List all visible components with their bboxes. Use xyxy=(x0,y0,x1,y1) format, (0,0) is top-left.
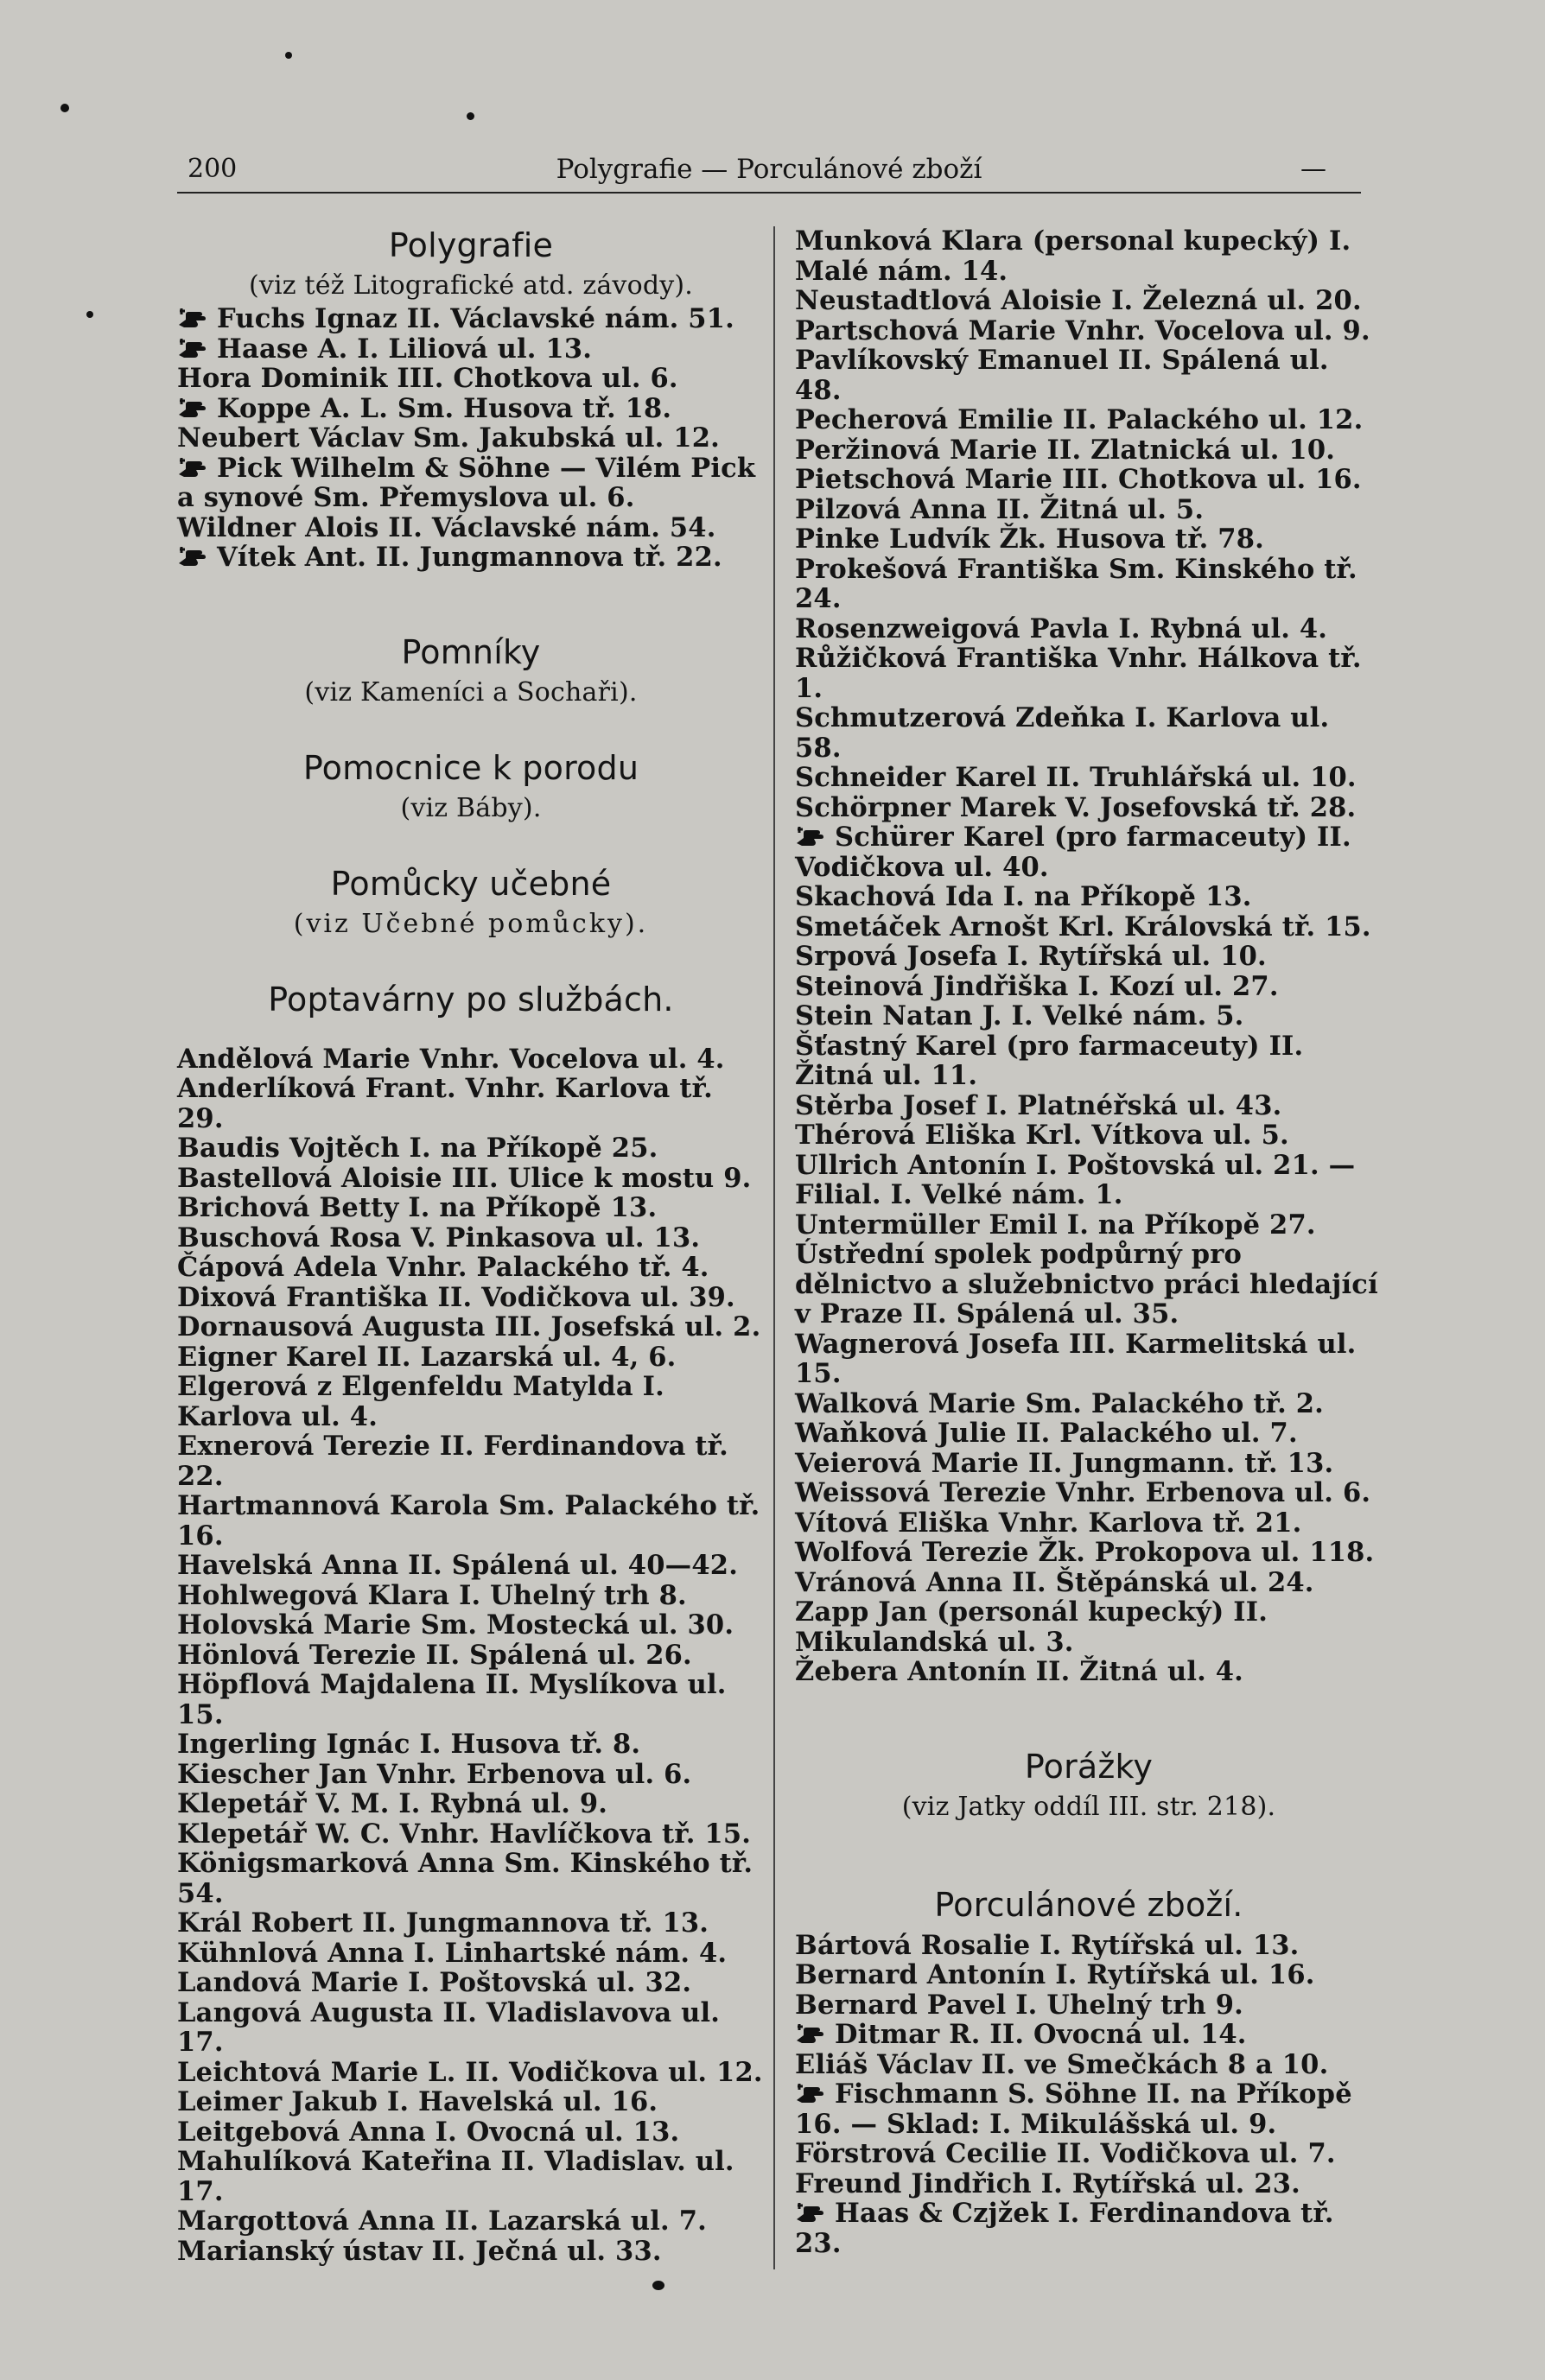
list-item xyxy=(795,942,1383,972)
list-item xyxy=(795,1931,1383,1961)
list-item xyxy=(177,2058,765,2088)
list-item xyxy=(795,226,1383,286)
list-item-text: Skachová Ida I. na Příkopě 13. xyxy=(795,881,1252,912)
list-item-text: Eigner Karel II. Lazarská ul. 4, 6. xyxy=(177,1341,677,1373)
list-item-text: Brichová Betty I. na Příkopě 13. xyxy=(177,1192,658,1223)
list-item xyxy=(795,2199,1383,2258)
list-item xyxy=(795,1597,1383,1657)
list-item-text: Schmutzerová Zdeňka I. Karlova ul. 58. xyxy=(795,702,1330,764)
list-item-text: Vítová Eliška Vnhr. Karlova tř. 21. xyxy=(795,1507,1302,1539)
list-item xyxy=(795,882,1383,912)
list-item-text: Förstrová Cecilie II. Vodičkova ul. 7. xyxy=(795,2138,1336,2169)
list-item xyxy=(177,1908,765,1939)
list-item xyxy=(177,1074,765,1133)
list-item-text: Baudis Vojtěch I. na Příkopě 25. xyxy=(177,1133,658,1164)
list-item-text: Klepetář V. M. I. Rybná ul. 9. xyxy=(177,1788,608,1819)
list-item xyxy=(177,423,765,454)
pointing-hand-icon xyxy=(795,825,824,847)
entry-list-poptavarny xyxy=(177,1044,765,2267)
list-item-text: Freund Jindřich I. Rytířská ul. 23. xyxy=(795,2167,1300,2199)
list-item-text: Schörpner Marek V. Josefovská tř. 28. xyxy=(795,791,1357,823)
list-item xyxy=(177,1610,765,1641)
list-item-text: Schneider Karel II. Truhlářská ul. 10. xyxy=(795,762,1357,793)
section-note-pomniky: (viz Kameníci a Sochaři). xyxy=(304,676,638,708)
list-item-text: Königsmarková Anna Sm. Kinského tř. 54. xyxy=(177,1848,753,1909)
list-item xyxy=(177,1998,765,2058)
list-item-text: Neubert Václav Sm. Jakubská ul. 12. xyxy=(177,422,720,454)
list-item xyxy=(795,1240,1383,1330)
list-item xyxy=(177,1253,765,1283)
list-item-text: Langová Augusta II. Vladislavova ul. 17. xyxy=(177,1996,721,2058)
list-item-text: Höpflová Majdalena II. Myslíkova ul. 15. xyxy=(177,1669,727,1730)
list-item-text: Růžičková Františka Vnhr. Hálkova tř. 1. xyxy=(795,643,1362,704)
list-item xyxy=(795,1478,1383,1508)
list-item xyxy=(795,1418,1383,1449)
scan-speck xyxy=(467,112,474,120)
list-item xyxy=(177,1760,765,1790)
list-item-text: Fuchs Ignaz II. Václavské nám. 51. xyxy=(217,303,734,334)
list-item xyxy=(177,364,765,394)
list-item xyxy=(177,1372,765,1431)
list-item xyxy=(177,1968,765,1998)
list-item-text: Pinke Ludvík Žk. Husova tř. 78. xyxy=(795,524,1264,555)
pointing-hand-icon xyxy=(795,2082,824,2104)
list-item-text: Šťastný Karel (pro farmaceuty) II. Žitná ul. 11. xyxy=(795,1030,1304,1091)
list-item-text: Bernard Pavel I. Uhelný trh 9. xyxy=(795,1989,1243,2021)
list-item xyxy=(177,2206,765,2237)
list-item-text: Klepetář W. C. Vnhr. Havlíčkova tř. 15. xyxy=(177,1818,752,1850)
list-item xyxy=(795,1151,1383,1210)
list-item xyxy=(177,1491,765,1551)
section-note-pomucky: (viz Učebné pomůcky). xyxy=(293,908,649,939)
list-item xyxy=(177,1223,765,1253)
list-item xyxy=(795,495,1383,525)
list-item-text: Hohlwegová Klara I. Uhelný trh 8. xyxy=(177,1579,687,1611)
list-item xyxy=(795,1508,1383,1539)
list-item-text: Elgerová z Elgenfeldu Matylda I. Karlova ul. 4. xyxy=(177,1371,664,1432)
list-item xyxy=(795,1031,1383,1091)
list-item-text: Vítek Ant. II. Jungmannova tř. 22. xyxy=(217,542,722,573)
running-title: Polygrafie — Porculánové zboží xyxy=(556,154,982,185)
section-heading-poptavarny: Poptavárny po službách. xyxy=(268,980,674,1019)
list-item xyxy=(795,644,1383,703)
list-item xyxy=(177,1729,765,1760)
list-item-text: Čápová Adela Vnhr. Palackého tř. 4. xyxy=(177,1252,709,1283)
list-item xyxy=(177,1133,765,1164)
pointing-hand-icon xyxy=(177,456,207,479)
list-item xyxy=(177,2147,765,2206)
list-item xyxy=(795,346,1383,405)
list-item-text: Ústřední spolek podpůrný pro dělnictvo a služebnictvo práci hledající v Praze II. Spálená ul. 35. xyxy=(795,1239,1378,1330)
list-item xyxy=(177,394,765,424)
list-item-text: Dornausová Augusta III. Josefská ul. 2. xyxy=(177,1311,761,1342)
list-item xyxy=(177,334,765,365)
list-item-text: Peržinová Marie II. Zlatnická ul. 10. xyxy=(795,434,1336,466)
list-item-text: Kiescher Jan Vnhr. Erbenova ul. 6. xyxy=(177,1758,692,1790)
list-item-text: Wildner Alois II. Václavské nám. 54. xyxy=(177,511,716,543)
pointing-hand-icon xyxy=(177,397,207,419)
list-item-text: Weissová Terezie Vnhr. Erbenova ul. 6. xyxy=(795,1477,1371,1508)
list-item-text: Anderlíková Frant. Vnhr. Karlova tř. 29. xyxy=(177,1073,713,1134)
list-item xyxy=(177,1193,765,1223)
list-item xyxy=(177,1581,765,1611)
list-item xyxy=(177,1044,765,1075)
list-item-text: Haas & Czjžek I. Ferdinandova tř. 23. xyxy=(795,2198,1334,2259)
pointing-hand-icon xyxy=(795,2201,824,2224)
list-item-text: Pick Wilhelm & Söhne — Vilém Pick a synové Sm. Přemyslova ul. 6. xyxy=(177,452,756,513)
list-item-text: Vránová Anna II. Štěpánská ul. 24. xyxy=(795,1566,1314,1598)
list-item xyxy=(177,1819,765,1850)
list-item-text: Leimer Jakub I. Havelská ul. 16. xyxy=(177,2086,658,2117)
list-item xyxy=(177,1431,765,1491)
section-heading-pomocnice: Pomocnice k porodu xyxy=(302,748,639,787)
list-item xyxy=(177,1849,765,1908)
list-item-text: Srpová Josefa I. Rytířská ul. 10. xyxy=(795,941,1267,972)
list-item-text: Prokešová Františka Sm. Kinského tř. 24. xyxy=(795,553,1357,614)
list-item xyxy=(795,1449,1383,1479)
list-item-text: Smetáček Arnošt Krl. Královská tř. 15. xyxy=(795,911,1371,942)
list-item xyxy=(177,1789,765,1819)
list-item-text: Partschová Marie Vnhr. Vocelova ul. 9. xyxy=(795,314,1370,346)
section-note-polygrafie: (viz též Litografické atd. závody). xyxy=(248,270,694,301)
list-item xyxy=(795,1210,1383,1241)
list-item-text: Fischmann S. Söhne II. na Příkopě 16. — Sklad: I. Mikulášská ul. 9. xyxy=(795,2079,1352,2140)
list-item-text: Walková Marie Sm. Palackého tř. 2. xyxy=(795,1387,1324,1419)
scan-speck xyxy=(285,52,292,59)
list-item-text: Leichtová Marie L. II. Vodičkova ul. 12. xyxy=(177,2056,763,2088)
list-item xyxy=(795,2169,1383,2199)
list-item xyxy=(177,1164,765,1194)
list-item-text: Hönlová Terezie II. Spálená ul. 26. xyxy=(177,1639,692,1671)
list-item xyxy=(795,793,1383,823)
list-item-text: Stěrba Josef I. Platnéřská ul. 43. xyxy=(795,1089,1282,1121)
list-item xyxy=(795,1657,1383,1687)
entry-list-porculanove xyxy=(795,1931,1383,2259)
list-item-text: Žebera Antonín II. Žitná ul. 4. xyxy=(795,1656,1243,1687)
right-column xyxy=(795,226,1383,2258)
list-item xyxy=(795,555,1383,614)
list-item xyxy=(177,543,765,573)
section-heading-pomucky: Pomůcky učebné xyxy=(330,864,612,903)
list-item xyxy=(795,822,1383,882)
list-item-text: Buschová Rosa V. Pinkasova ul. 13. xyxy=(177,1222,701,1253)
page-header xyxy=(177,149,1361,194)
list-item xyxy=(177,2117,765,2148)
list-item-text: Munková Klara (personal kupecký) I. Malé nám. 14. xyxy=(795,225,1351,287)
list-item-text: Bártová Rosalie I. Rytířská ul. 13. xyxy=(795,1929,1300,1961)
section-heading-pomniky: Pomníky xyxy=(401,632,541,671)
pointing-hand-icon xyxy=(177,545,207,568)
list-item xyxy=(177,2237,765,2267)
list-item-text: Untermüller Emil I. na Příkopě 27. xyxy=(795,1209,1316,1241)
list-item-text: Koppe A. L. Sm. Husova tř. 18. xyxy=(217,392,672,424)
list-item-text: Rosenzweigová Pavla I. Rybná ul. 4. xyxy=(795,612,1328,644)
list-item-text: Hora Dominik III. Chotkova ul. 6. xyxy=(177,363,678,394)
list-item-text: Ditmar R. II. Ovocná ul. 14. xyxy=(835,2019,1247,2050)
column-divider xyxy=(773,226,775,2269)
list-item-text: Ullrich Antonín I. Poštovská ul. 21. — Filial. I. Velké nám. 1. xyxy=(795,1149,1356,1210)
list-item xyxy=(795,1091,1383,1121)
list-item-text: Ingerling Ignác I. Husova tř. 8. xyxy=(177,1729,641,1760)
list-item-text: Andělová Marie Vnhr. Vocelova ul. 4. xyxy=(177,1043,725,1075)
scan-speck xyxy=(86,311,93,318)
list-item xyxy=(795,316,1383,346)
entry-list-polygrafie xyxy=(177,304,765,573)
list-item xyxy=(795,435,1383,466)
list-item xyxy=(795,524,1383,555)
list-item-text: Hartmannová Karola Sm. Palackého tř. 16. xyxy=(177,1490,760,1552)
list-item-text: Exnerová Terezie II. Ferdinandova tř. 22. xyxy=(177,1431,728,1492)
list-item-text: Neustadtlová Aloisie I. Železná ul. 20. xyxy=(795,285,1362,316)
list-item-text: Thérová Eliška Krl. Vítkova ul. 5. xyxy=(795,1120,1289,1151)
list-item xyxy=(795,763,1383,793)
list-item xyxy=(177,304,765,334)
list-item-text: Marianský ústav II. Ječná ul. 33. xyxy=(177,2235,662,2267)
list-item xyxy=(795,2020,1383,2050)
list-item-text: Dixová Františka II. Vodičkova ul. 39. xyxy=(177,1281,735,1313)
list-item xyxy=(795,2139,1383,2169)
section-heading-porazky: Porážky xyxy=(1024,1747,1154,1786)
list-item-text: Zapp Jan (personál kupecký) II. Mikulandská ul. 3. xyxy=(795,1596,1268,1658)
section-note-porazky: (viz Jatky oddíl III. str. 218). xyxy=(901,1791,1276,1822)
list-item-text: Landová Marie I. Poštovská ul. 32. xyxy=(177,1967,692,1998)
list-item xyxy=(795,1389,1383,1419)
left-column xyxy=(177,226,765,2266)
list-item xyxy=(177,1939,765,1969)
section-note-pomocnice: (viz Báby). xyxy=(400,792,542,823)
scan-speck xyxy=(652,2281,664,2290)
list-item-text: Haase A. I. Liliová ul. 13. xyxy=(217,333,593,365)
list-item xyxy=(177,2087,765,2117)
section-heading-polygrafie: Polygrafie xyxy=(388,226,554,264)
list-item-text: Pecherová Emilie II. Palackého ul. 12. xyxy=(795,404,1364,435)
list-item-text: Bernard Antonín I. Rytířská ul. 16. xyxy=(795,1959,1315,1990)
list-item xyxy=(795,465,1383,495)
list-item xyxy=(177,454,765,513)
section-heading-porculanove: Porculánové zboží. xyxy=(934,1885,1243,1924)
list-item-text: Wolfová Terezie Žk. Prokopova ul. 118. xyxy=(795,1537,1375,1568)
scan-speck xyxy=(60,104,69,112)
list-item xyxy=(795,912,1383,942)
list-item-text: Schürer Karel (pro farmaceuty) II. Vodičkova ul. 40. xyxy=(795,822,1351,883)
list-item xyxy=(795,405,1383,435)
list-item-text: Margottová Anna II. Lazarská ul. 7. xyxy=(177,2205,707,2237)
list-item-text: Bastellová Aloisie III. Ulice k mostu 9. xyxy=(177,1162,752,1194)
list-item xyxy=(177,1283,765,1313)
list-item xyxy=(177,1641,765,1671)
entry-list-poptavarny-continued xyxy=(795,226,1383,1687)
list-item-text: Pavlíkovský Emanuel II. Spálená ul. 48. xyxy=(795,345,1329,406)
list-item-text: Král Robert II. Jungmannova tř. 13. xyxy=(177,1907,709,1939)
list-item xyxy=(795,286,1383,316)
list-item xyxy=(177,1551,765,1581)
list-item xyxy=(795,2050,1383,2080)
list-item xyxy=(795,1960,1383,1990)
list-item-text: Wagnerová Josefa III. Karmelitská ul. 15. xyxy=(795,1328,1357,1389)
list-item-text: Kühnlová Anna I. Linhartské nám. 4. xyxy=(177,1937,728,1969)
list-item-text: Pilzová Anna II. Žitná ul. 5. xyxy=(795,493,1205,525)
list-item xyxy=(177,1670,765,1729)
pointing-hand-icon xyxy=(177,307,207,329)
list-item-text: Veierová Marie II. Jungmann. tř. 13. xyxy=(795,1447,1334,1479)
list-item xyxy=(795,614,1383,644)
list-item-text: Eliáš Václav II. ve Smečkách 8 a 10. xyxy=(795,2048,1329,2080)
list-item xyxy=(795,1538,1383,1568)
pointing-hand-icon xyxy=(177,337,207,359)
list-item xyxy=(177,1342,765,1373)
list-item xyxy=(795,2079,1383,2139)
list-item-text: Leitgebová Anna I. Ovocná ul. 13. xyxy=(177,2116,680,2148)
list-item xyxy=(177,513,765,543)
list-item xyxy=(795,703,1383,763)
list-item-text: Havelská Anna II. Spálená ul. 40—42. xyxy=(177,1550,739,1581)
list-item xyxy=(795,1568,1383,1598)
list-item xyxy=(795,972,1383,1002)
list-item xyxy=(795,1330,1383,1389)
list-item xyxy=(177,1312,765,1342)
list-item-text: Steinová Jindřiška I. Kozí ul. 27. xyxy=(795,970,1279,1002)
page-number: 200 xyxy=(188,154,238,184)
list-item-text: Stein Natan J. I. Velké nám. 5. xyxy=(795,1000,1244,1031)
list-item-text: Waňková Julie II. Palackého ul. 7. xyxy=(795,1418,1298,1449)
list-item-text: Mahulíková Kateřina II. Vladislav. ul. 17. xyxy=(177,2146,734,2207)
list-item-text: Pietschová Marie III. Chotkova ul. 16. xyxy=(795,464,1362,495)
list-item-text: Holovská Marie Sm. Mostecká ul. 30. xyxy=(177,1609,734,1641)
list-item xyxy=(795,1990,1383,2021)
running-title-dash: — xyxy=(1300,154,1326,184)
list-item xyxy=(795,1120,1383,1151)
list-item xyxy=(795,1001,1383,1031)
pointing-hand-icon xyxy=(795,2022,824,2045)
